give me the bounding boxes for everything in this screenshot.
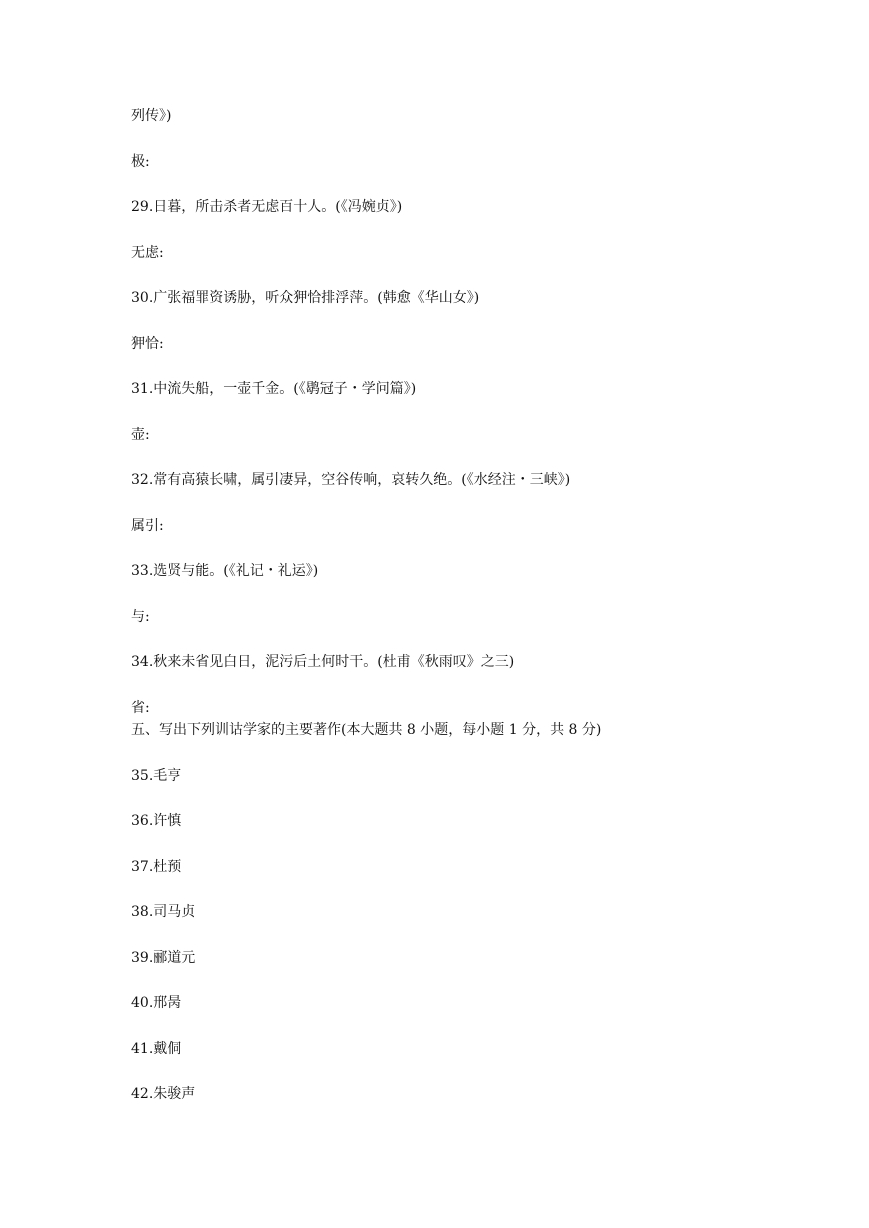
question-29: 29.日暮，所击杀者无虑百十人。(《冯婉贞》) xyxy=(131,199,403,215)
answer-label: 狎恰: xyxy=(131,336,164,352)
answer-label: 省: xyxy=(131,700,150,716)
answer-label: 无虑: xyxy=(131,245,164,261)
question-36: 36.许慎 xyxy=(131,813,182,829)
question-37: 37.杜预 xyxy=(131,859,182,875)
question-32: 32.常有高猿长啸，属引凄异，空谷传响，哀转久绝。(《水经注・三峡》) xyxy=(131,472,571,488)
section-heading: 五、写出下列训诂学家的主要著作(本大题共 8 小题，每小题 1 分，共 8 分) xyxy=(131,722,602,738)
answer-label: 属引: xyxy=(131,518,164,534)
text-line: 列传》) xyxy=(131,108,172,124)
question-41: 41.戴侗 xyxy=(131,1041,182,1057)
question-39: 39.郦道元 xyxy=(131,950,196,966)
question-31: 31.中流失船，一壶千金。(《鹖冠子・学问篇》) xyxy=(131,381,417,397)
question-33: 33.选贤与能。(《礼记・礼运》) xyxy=(131,563,319,579)
question-38: 38.司马贞 xyxy=(131,904,196,920)
question-30: 30.广张福罪资诱胁，听众狎恰排浮萍。(韩愈《华山女》) xyxy=(131,290,480,306)
question-34: 34.秋来未省见白日，泥污后土何时干。(杜甫《秋雨叹》之三) xyxy=(131,654,515,670)
question-40: 40.邢昺 xyxy=(131,995,182,1011)
answer-label: 壶: xyxy=(131,427,150,443)
answer-label: 极: xyxy=(131,154,150,170)
question-42: 42.朱骏声 xyxy=(131,1086,196,1102)
question-35: 35.毛亨 xyxy=(131,768,182,784)
answer-label: 与: xyxy=(131,609,150,625)
